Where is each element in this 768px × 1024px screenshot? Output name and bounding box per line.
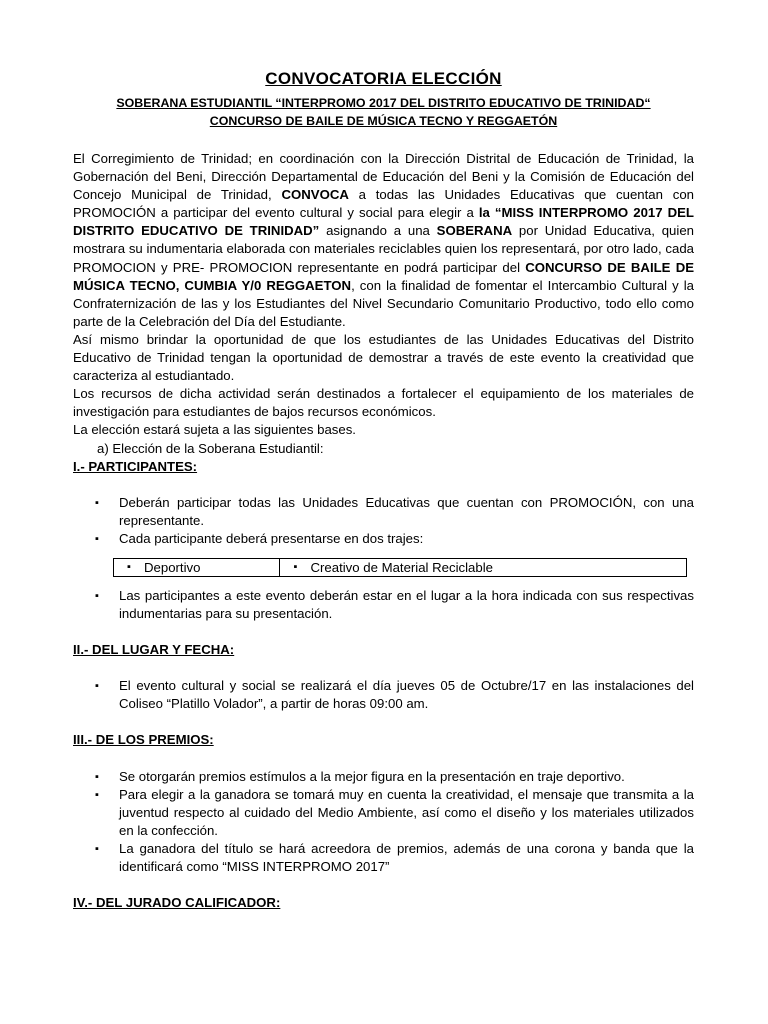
intro-p1-e: por Unidad Educativa, quien mostrara su indumentaria elaborada con materiales reciclables quien los representará, por otro lado, cada PROMOCION y PRE- PROMOCION representante en podrá participar del — [73, 223, 694, 275]
document-subtitle-1: SOBERANA ESTUDIANTIL “INTERPROMO 2017 DEL DISTRITO EDUCATIVO DE TRINIDAD“ — [116, 96, 651, 110]
intro-p1-c: a todas las Unidades Educativas que cuentan con PROMOCIÓN a participar del evento cultural y social para elegir a — [73, 187, 694, 221]
section-heading-jurado: IV.- DEL JURADO CALIFICADOR: — [73, 895, 281, 911]
intro-p1-a: El Corregimiento de Trinidad — [73, 151, 249, 166]
lugar-list — [73, 677, 694, 713]
trajes-table — [113, 558, 687, 577]
intro-paragraph-1 — [73, 150, 694, 331]
intro-p1-d: asignando a una — [319, 223, 437, 239]
intro-paragraph-4: La elección estará sujeta a las siguientes bases. — [73, 422, 356, 438]
section-heading-lugar: II.- DEL LUGAR Y FECHA: — [73, 642, 235, 658]
list-item: ▪ Cada participante deberá presentarse en dos trajes: — [95, 530, 694, 548]
participantes-list — [73, 494, 694, 548]
intro-p1-f: , con la finalidad de fomentar el Intercambio Cultural y la Confraternización de las y los Estudiantes del Nivel Secundario Comunitario Productivo, todo ello como parte de la Celebración del Día del Estudiante. — [73, 277, 694, 329]
list-item: ▪ Las participantes a este evento deberán estar en el lugar a la hora indicada con sus respectivas indumentarias para su presentación. — [95, 587, 694, 623]
document-page — [73, 68, 694, 912]
section-heading-premios: III.- DE LOS PREMIOS: — [73, 732, 214, 748]
list-item: ▪ Para elegir a la ganadora se tomará muy en cuenta la creatividad, el mensaje que transmita a la juventud respecto al cuidado del Medio Ambiente, así como el diseño y los materiales utilizados en la confección. — [95, 786, 694, 840]
intro-p1-b: ; en coordinación con la Dirección Distrital de Educación de Trinidad, la Gobernación del Beni, Dirección Departamental de Educación del Beni y la Comisión de Educación del Concejo Municipal de Trinidad, — [73, 151, 695, 203]
traje-deportivo-cell: ▪ Deportivo — [114, 558, 280, 576]
list-item: ▪ Se otorgarán premios estímulos a la mejor figura en la presentación en traje deportivo. — [95, 768, 694, 786]
section-heading-participantes: I.- PARTICIPANTES: — [73, 458, 198, 474]
intro-p1-soberana: SOBERANA — [436, 223, 513, 239]
premios-list — [73, 768, 694, 877]
intro-paragraph-2: Así mismo brindar la oportunidad de que los estudiantes de las Unidades Educativas del Distrito Educativo de Trinidad tengan la oportunidad de demostrar a través de este evento la creatividad que caracteriza al estudiantado. — [73, 331, 694, 384]
traje-reciclable-cell: ▪ Creativo de Material Reciclable — [280, 558, 687, 576]
document-subtitle-2: CONCURSO DE BAILE DE MÚSICA TECNO Y REGGAETÓN — [209, 114, 558, 128]
participantes-list-2 — [73, 587, 694, 623]
intro-p1-concurso: CONCURSO DE BAILE DE MÚSICA TECNO, CUMBIA Y/0 REGGAETON — [73, 259, 695, 293]
list-item: ▪ El evento cultural y social se realizará el día jueves 05 de Octubre/17 en las instalaciones del Coliseo “Platillo Volador”, a partir de horas 09:00 am. — [95, 677, 694, 713]
item-a-eleccion: a) Elección de la Soberana Estudiantil: — [97, 440, 324, 456]
list-item: ▪ Deberán participar todas las Unidades Educativas que cuentan con PROMOCIÓN, con una representante. — [95, 494, 694, 530]
intro-p1-convoca: CONVOCA — [281, 187, 349, 203]
table-row — [114, 558, 687, 576]
list-item: ▪ La ganadora del título se hará acreedora de premios, además de una corona y banda que la identificará como “MISS INTERPROMO 2017” — [95, 840, 694, 876]
intro-p1-miss: la “MISS INTERPROMO 2017 DEL DISTRITO EDUCATIVO DE TRINIDAD” — [73, 205, 694, 239]
document-title: CONVOCATORIA ELECCIÓN — [265, 69, 502, 88]
intro-paragraph-3: Los recursos de dicha actividad serán destinados a fortalecer el equipamiento de los materiales de investigación para estudiantes de bajos recursos económicos. — [73, 386, 694, 420]
